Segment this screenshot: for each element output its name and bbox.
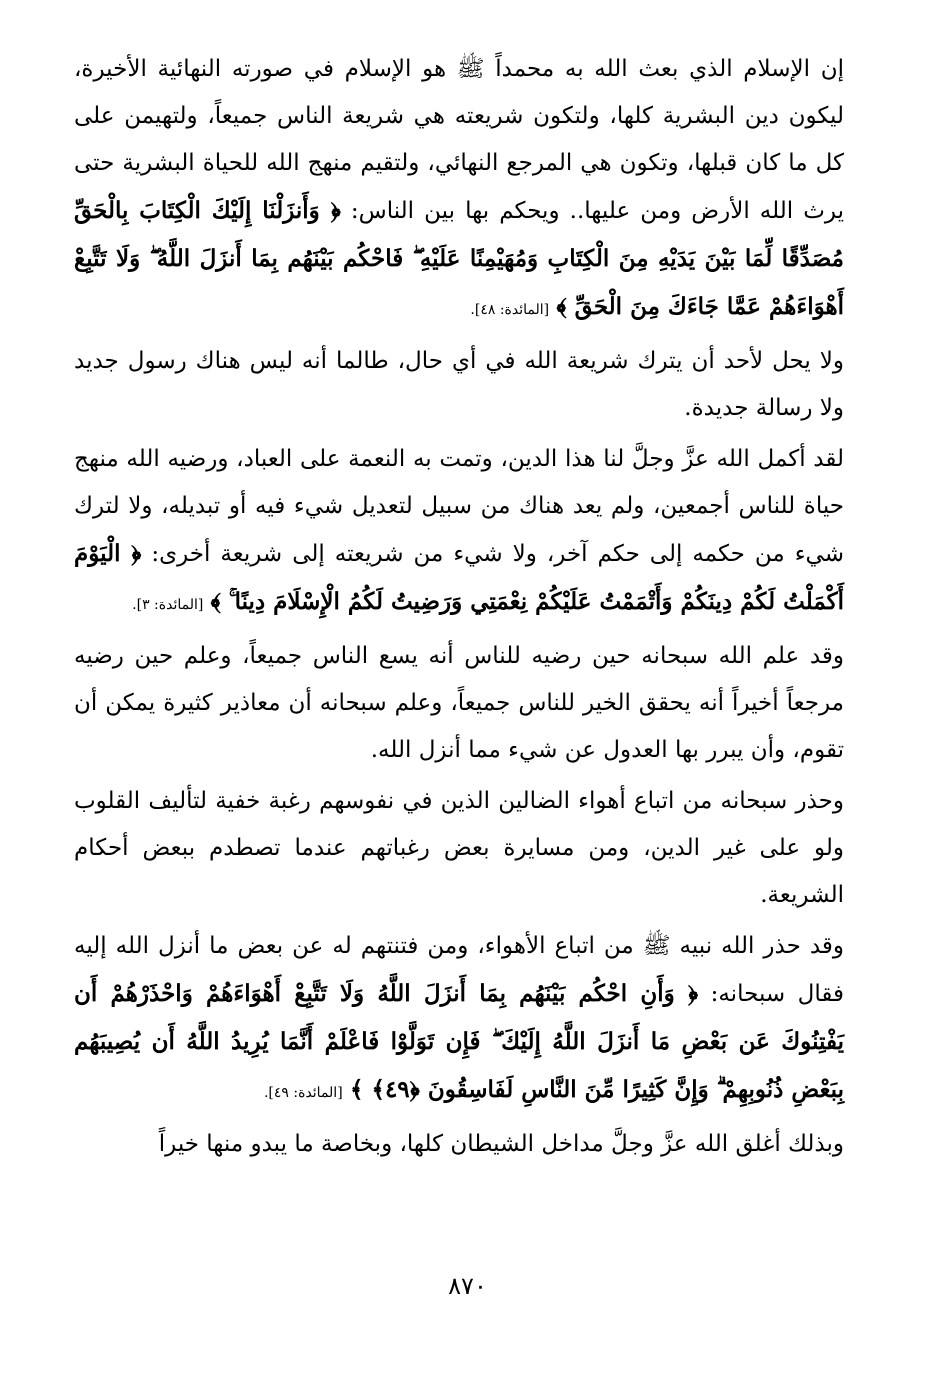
paragraph-4: [74, 633, 844, 774]
paragraph-1-text: إن الإسلام الذي بعث الله به محمداً ﷺ هو الإسلام في صورته النهائية الأخيرة، ليكون دين البشرية كلها، ولتكون شريعته هي شريعة الناس جميعاً، ولتهيمن على كل ما كان قبلها، وتكون هي المرجع النهائي، ولتقيم منهج الله للحياة البشرية حتى يرث الله الأرض ومن عليها.. ويحكم بها بين الناس:: [74, 56, 844, 224]
verse-reference-2: [المائدة: ٣].: [132, 597, 204, 613]
paragraph-3-text: لقد أكمل الله عزَّ وجلَّ لنا هذا الدين، وتمت به النعمة على العباد، ورضيه الله منهج حياة للناس أجمعين، ولم يعد هناك من سبيل لتعديل شيء فيه أو تبديله، ولا لترك شيء من حكمه إلى حكم آخر، ولا شيء من شريعته إلى شريعة أخرى:: [74, 446, 844, 567]
paragraph-2: [74, 338, 844, 432]
verse-reference-1: [المائدة: ٤٨].: [470, 302, 550, 318]
paragraph-5: [74, 778, 844, 919]
paragraph-6-text: وقد حذر الله نبيه ﷺ من اتباع الأهواء، ومن فتنتهم له عن بعض ما أنزل الله إليه فقال سبحانه:: [74, 933, 844, 1007]
quran-verse-3: ﴿ وَأَنِ احْكُم بَيْنَهُم بِمَا أَنزَلَ اللَّهُ وَلَا تَتَّبِعْ أَهْوَاءَهُمْ وَاحْذَرْهُمْ أَن يَفْتِنُوكَ عَن بَعْضِ مَا أَنزَلَ اللَّهُ إِلَيْكَ ۖ فَإِن تَوَلَّوْا فَاعْلَمْ أَنَّمَا يُرِيدُ اللَّهُ أَن يُصِيبَهُم بِبَعْضِ ذُنُوبِهِمْ ۗ وَإِنَّ كَثِيرًا مِّنَ النَّاسِ لَفَاسِقُونَ ﴿٤٩﴾ ﴾: [74, 980, 844, 1103]
page-number: ٨٧٠: [448, 1272, 487, 1300]
page-body: [74, 46, 844, 1172]
paragraph-7-text: وبذلك أغلق الله عزَّ وجلَّ مداخل الشيطان كلها، وبخاصة ما يبدو منها خيراً: [158, 1131, 844, 1157]
verse-reference-3: [المائدة: ٤٩].: [263, 1085, 343, 1101]
paragraph-7: [74, 1121, 844, 1168]
paragraph-2-text: ولا يحل لأحد أن يترك شريعة الله في أي حال، طالما أنه ليس هناك رسول جديد ولا رسالة جديدة.: [74, 348, 844, 421]
paragraph-4-text: وقد علم الله سبحانه حين رضيه للناس أنه يسع الناس جميعاً، وعلم حين رضيه مرجعاً أخيراً أنه يحقق الخير للناس جميعاً، وعلم سبحانه أن معاذير كثيرة يمكن أن تقوم، وأن يبرر بها العدول عن شيء مما أنزل الله.: [74, 643, 844, 763]
paragraph-3: [74, 436, 844, 629]
quran-verse-2: ﴿ الْيَوْمَ أَكْمَلْتُ لَكُمْ دِينَكُمْ وَأَتْمَمْتُ عَلَيْكُمْ نِعْمَتِي وَرَضِيتُ لَكُمُ الْإِسْلَامَ دِينًا ۚ ﴾: [74, 540, 844, 615]
quran-verse-1: ﴿ وَأَنزَلْنَا إِلَيْكَ الْكِتَابَ بِالْحَقِّ مُصَدِّقًا لِّمَا بَيْنَ يَدَيْهِ مِنَ الْكِتَابِ وَمُهَيْمِنًا عَلَيْهِ ۖ فَاحْكُم بَيْنَهُم بِمَا أَنزَلَ اللَّهُ ۖ وَلَا تَتَّبِعْ أَهْوَاءَهُمْ عَمَّا جَاءَكَ مِنَ الْحَقِّ ﴾: [74, 197, 844, 320]
paragraph-1: [74, 46, 844, 334]
paragraph-6: [74, 923, 844, 1117]
paragraph-5-text: وحذر سبحانه من اتباع أهواء الضالين الذين في نفوسهم رغبة خفية لتأليف القلوب ولو على غير الدين، ومن مسايرة بعض رغباتهم عندما تصطدم ببعض أحكام الشريعة.: [74, 788, 844, 908]
